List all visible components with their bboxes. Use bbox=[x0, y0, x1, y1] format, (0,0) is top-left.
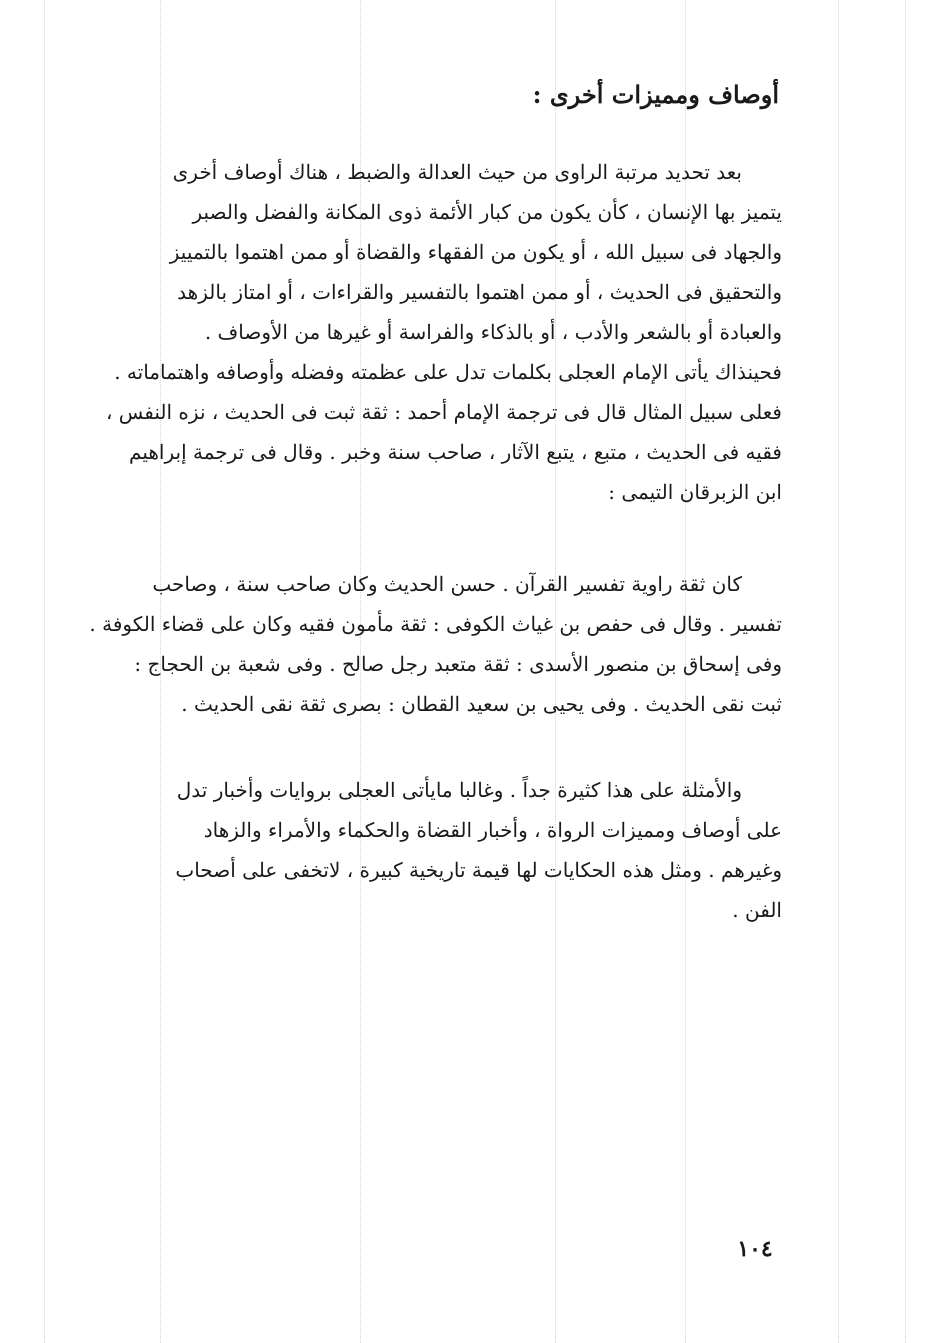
text-line: فعلى سبيل المثال قال فى ترجمة الإمام أحمد : ثقة ثبت فى الحديث ، نزه النفس ، bbox=[105, 400, 782, 424]
text-line: فحينذاك يأتى الإمام العجلى بكلمات تدل على عظمته وفضله وأوصافه واهتماماته . bbox=[114, 360, 782, 384]
scan-artifact-line bbox=[905, 0, 906, 1343]
text-line: وفى إسحاق بن منصور الأسدى : ثقة متعبد رجل صالح . وفى شعبة بن الحجاج : bbox=[134, 652, 782, 676]
text-line: كان ثقة راوية تفسير القرآن . حسن الحديث وكان صاحب سنة ، وصاحب bbox=[152, 572, 742, 596]
scan-artifact-line bbox=[44, 0, 45, 1343]
text-line: بعد تحديد مرتبة الراوى من حيث العدالة والضبط ، هناك أوصاف أخرى bbox=[172, 160, 742, 184]
paragraph-3 bbox=[82, 770, 782, 930]
text-line: على أوصاف ومميزات الرواة ، وأخبار القضاة والحكماء والأمراء والزهاد bbox=[203, 818, 782, 842]
scan-artifact-line bbox=[838, 0, 839, 1343]
text-line: ثبت نقى الحديث . وفى يحيى بن سعيد القطان : بصرى ثقة نقى الحديث . bbox=[181, 692, 782, 716]
text-line: فقيه فى الحديث ، متبع ، يتبع الآثار ، صاحب سنة وخبر . وقال فى ترجمة إبراهيم bbox=[129, 440, 782, 464]
text-line: وغيرهم . ومثل هذه الحكايات لها قيمة تاريخية كبيرة ، لاتخفى على أصحاب bbox=[175, 858, 782, 882]
text-line: والتحقيق فى الحديث ، أو ممن اهتموا بالتفسير والقراءات ، أو امتاز بالزهد bbox=[177, 280, 782, 304]
text-line: الفن . bbox=[732, 898, 782, 922]
page-number: ١٠٤ bbox=[737, 1236, 773, 1262]
text-line: تفسير . وقال فى حفص بن غياث الكوفى : ثقة مأمون فقيه وكان على قضاء الكوفة . bbox=[89, 612, 782, 636]
section-heading: أوصاف ومميزات أخرى : bbox=[532, 80, 779, 109]
text-line: ابن الزبرقان التيمى : bbox=[608, 480, 782, 504]
text-line: يتميز بها الإنسان ، كأن يكون من كبار الأئمة ذوى المكانة والفضل والصبر bbox=[192, 200, 782, 224]
text-line: والعبادة أو بالشعر والأدب ، أو بالذكاء والفراسة أو غيرها من الأوصاف . bbox=[204, 320, 782, 344]
text-line: والجهاد فى سبيل الله ، أو يكون من الفقهاء والقضاة أو ممن اهتموا بالتمييز bbox=[169, 240, 782, 264]
text-line: والأمثلة على هذا كثيرة جداً . وغالبا مايأتى العجلى بروايات وأخبار تدل bbox=[176, 778, 742, 802]
paragraph-1 bbox=[82, 152, 782, 512]
paragraph-2 bbox=[82, 564, 782, 724]
